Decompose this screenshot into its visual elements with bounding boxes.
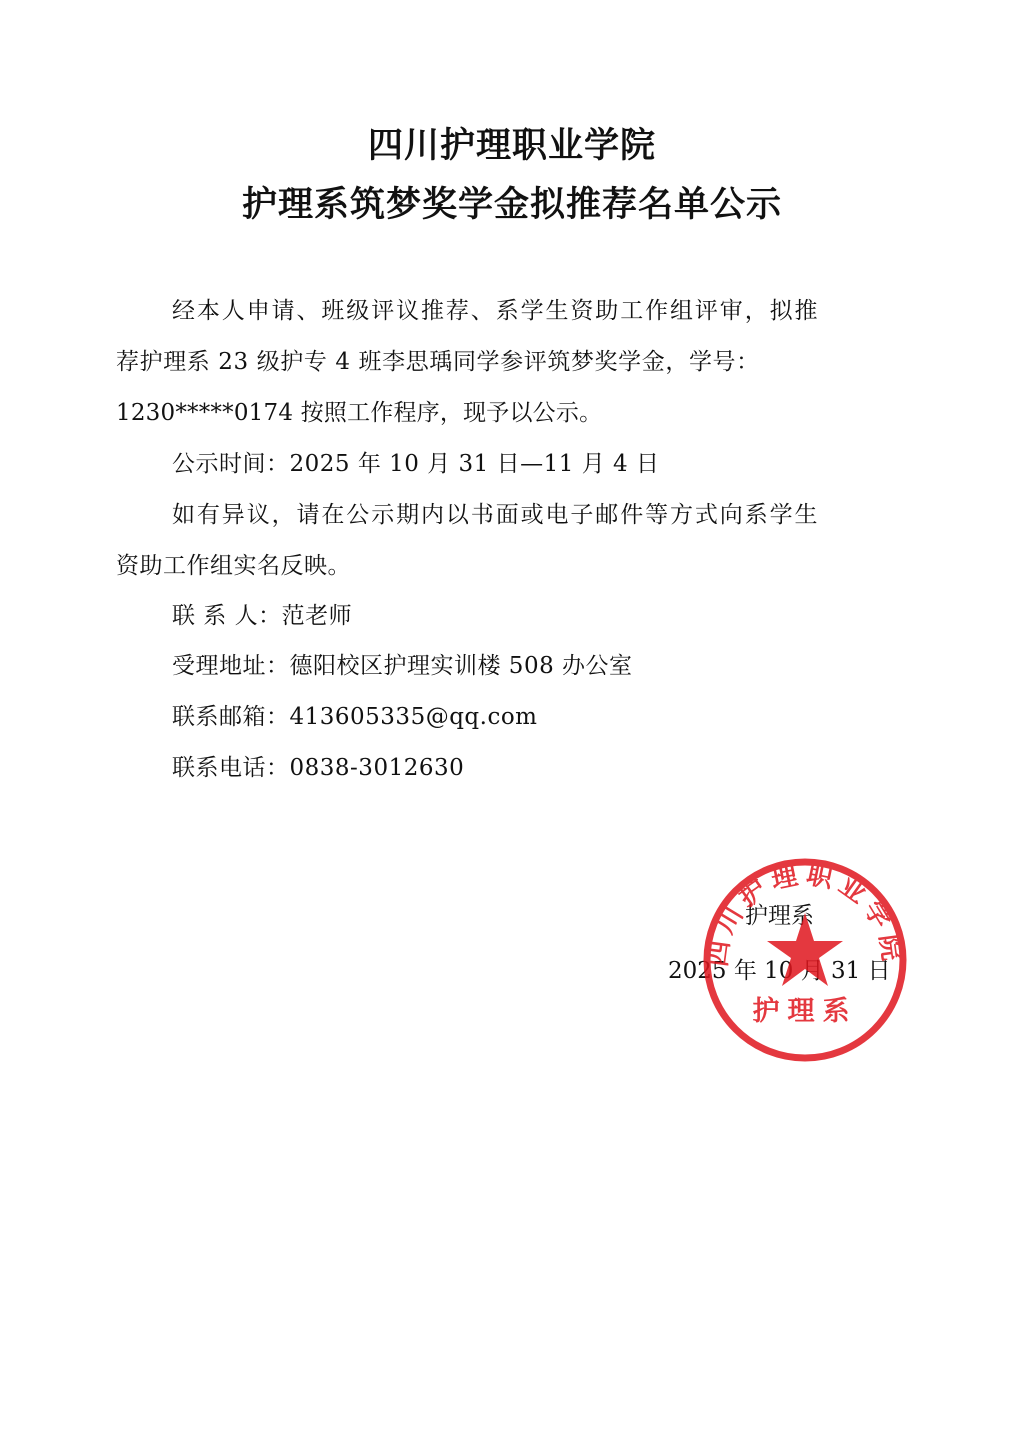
seal-star-icon — [767, 913, 843, 986]
contact-person: 联 系 人：范老师 — [172, 603, 353, 629]
document-title-notice: 护理系筑梦奖学金拟推荐名单公示 — [241, 185, 782, 225]
seal-inner-text: 护理系 — [752, 996, 858, 1027]
contact-phone: 联系电话：0838-3012630 — [172, 755, 465, 781]
seal-outer-text: 四川护理职业学院 — [702, 859, 908, 969]
contact-email: 联系邮箱：413605335@qq.com — [172, 704, 538, 730]
signature-date: 2025 年 10 月 31 日 — [668, 958, 891, 984]
contact-address: 受理地址：德阳校区护理实训楼 508 办公室 — [172, 653, 633, 679]
signature-department: 护理系 — [745, 903, 814, 929]
document-title-school: 四川护理职业学院 — [367, 126, 656, 166]
body-paragraph-3-line-2: 资助工作组实名反映。 — [116, 553, 351, 579]
publicity-period: 公示时间：2025 年 10 月 31 日—11 月 4 日 — [172, 451, 660, 477]
official-seal-stamp — [700, 855, 910, 1065]
body-paragraph-1-line-1: 经本人申请、班级评议推荐、系学生资助工作组评审，拟推 — [172, 298, 820, 324]
body-paragraph-1-line-3: 1230*****0174 按照工作程序，现予以公示。 — [116, 400, 603, 426]
body-paragraph-1-line-2: 荐护理系 23 级护专 4 班李思瑀同学参评筑梦奖学金，学号： — [116, 349, 760, 375]
body-paragraph-3-line-1: 如有异议，请在公示期内以书面或电子邮件等方式向系学生 — [172, 502, 820, 528]
